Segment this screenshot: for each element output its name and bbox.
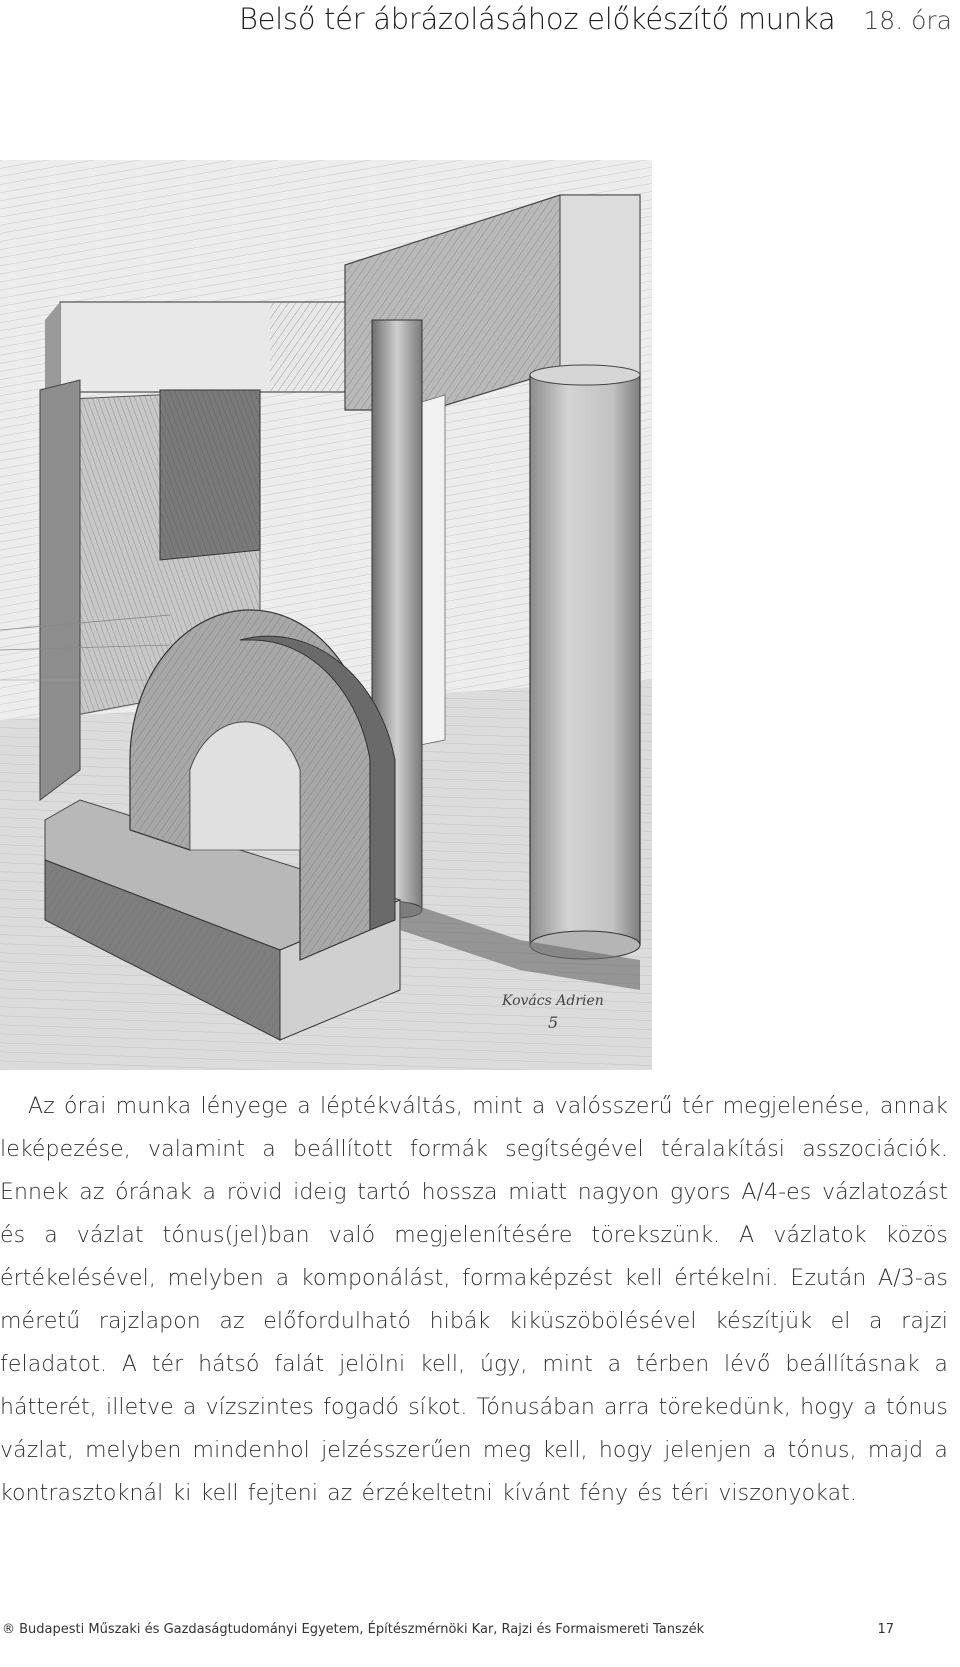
artist-signature: Kovács Adrien (502, 993, 604, 1009)
page-header (239, 2, 952, 42)
grade-mark: 5 (548, 1013, 559, 1032)
main-text (0, 1085, 948, 1515)
perspective-sketch (0, 160, 652, 1070)
footer-institution: ® Budapesti Műszaki és Gazdaságtudományi Egyetem, Építészmérnöki Kar, Rajzi és Formaismereti Tanszék (2, 1622, 705, 1637)
page-footer (0, 1622, 960, 1642)
body-paragraph: Az órai munka lényege a léptékváltás, mint a valósszerű tér megjelenése, annak leképezése, valamint a beállított formák segítségével téralakítási asszociációk. Ennek az órának a rövid ideig tartó hossza miatt nagyon gyors A/4-es vázlatozást és a vázlat tónus(jel)ban való megjelenítésére törekszünk. A vázlatok közös értékelésével, melyben a komponálást, formaképzést kell értékelni. Ezután A/3-as méretű rajzlapon az előfordulható hibák kiküszöbölésével készítjük el a rajzi feladatot. A tér hátsó falát jelölni kell, úgy, mint a térben lévő beállításnak a hátterét, illetve a vízszintes fogadó síkot. Tónusában arra törekedünk, hogy a tónus vázlat, melyben mindenhol jelzésszerűen meg kell, hogy jelenjen a tónus, majd a kontrasztoknál ki kell fejteni az érzékeltetni kívánt fény és téri viszonyokat. (0, 1094, 948, 1506)
page-number: 17 (877, 1622, 894, 1637)
page-title: Belső tér ábrázolásához előkészítő munka (238, 2, 836, 36)
lesson-number: 18. óra (863, 6, 952, 35)
pencil-drawing (0, 160, 652, 1070)
